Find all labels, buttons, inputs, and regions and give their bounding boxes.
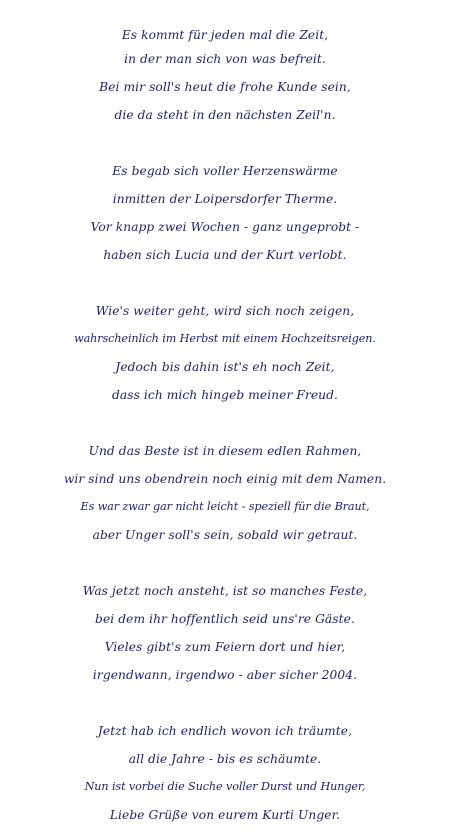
poem-line: Vor knapp zwei Wochen - ganz ungeprobt - (90, 220, 360, 234)
poem-line: wir sind uns obendrein noch einig mit dem Namen. (63, 472, 387, 486)
poem-line: Es begab sich voller Herzenswärme (112, 164, 338, 178)
poem-line: inmitten der Loipersdorfer Therme. (112, 192, 338, 206)
poem-line: bei dem ihr hoffentlich seid uns're Gäste. (95, 612, 355, 626)
poem-line: Jetzt hab ich endlich wovon ich träumte, (97, 724, 353, 738)
poem-line: Vieles gibt's zum Feiern dort und hier, (104, 640, 346, 654)
poem-line: haben sich Lucia und der Kurt verlobt. (103, 248, 347, 262)
poem-line: Es war zwar gar nicht leicht - speziell für die Braut, (80, 500, 370, 513)
poem-line: Es kommt für jeden mal die Zeit, (121, 28, 329, 42)
poem-line: Was jetzt noch ansteht, ist so manches Feste, (82, 584, 368, 598)
poem-line: Liebe Grüße von eurem Kurti Unger. (109, 808, 341, 822)
poem-line: Bei mir soll's heut die frohe Kunde sein, (99, 80, 351, 94)
poem-line: all die Jahre - bis es schäumte. (128, 752, 322, 766)
poem-line: dass ich mich hingeb meiner Freud. (111, 388, 339, 402)
poem-line: die da steht in den nächsten Zeil'n. (114, 108, 336, 122)
poem-line: irgendwann, irgendwo - aber sicher 2004. (92, 668, 358, 682)
poem-line: Wie's weiter geht, wird sich noch zeigen, (95, 304, 355, 318)
poem-line: Nun ist vorbei die Suche voller Durst und Hunger, (84, 780, 366, 793)
poem-line: aber Unger soll's sein, sobald wir getraut. (92, 528, 358, 542)
poem-line: Und das Beste ist in diesem edlen Rahmen, (88, 444, 362, 458)
poem-line: wahrscheinlich im Herbst mit einem Hochzeitsreigen. (74, 332, 376, 345)
poem-line: Jedoch bis dahin ist's eh noch Zeit, (115, 360, 335, 374)
poem-line: in der man sich von was befreit. (124, 52, 326, 66)
